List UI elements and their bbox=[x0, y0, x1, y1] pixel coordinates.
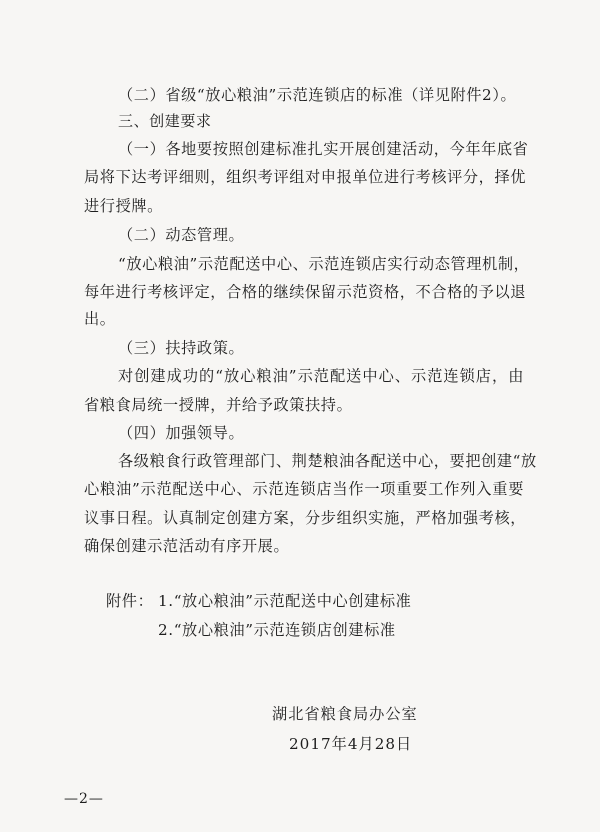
section-heading: 三、创建要求 bbox=[118, 112, 212, 130]
text-line-16: 议事日程。认真制定创建方案，分步组织实施，严格加强考核， bbox=[84, 509, 527, 527]
issue-date: 2017年4月28日 bbox=[289, 735, 413, 753]
text-line-12: 省粮食局统一授牌，并给予政策扶持。 bbox=[84, 396, 353, 414]
text-line-15: 心粮油”示范配送中心、示范连锁店当作一项重要工作列入重要 bbox=[84, 480, 524, 498]
subheading-support-policy: （三）扶持政策。 bbox=[118, 339, 245, 357]
text-line-3: （一）各地要按照创建标准扎实开展创建活动，今年年底省 bbox=[118, 140, 529, 158]
page-number: —2— bbox=[64, 791, 104, 807]
text-line-1: （二）省级“放心粮油”示范连锁店的标准（详见附件2）。 bbox=[118, 86, 517, 104]
issuing-organization: 湖北省粮食局办公室 bbox=[272, 705, 418, 723]
text-line-7: “放心粮油”示范配送中心、示范连锁店实行动态管理机制， bbox=[118, 255, 530, 273]
attachments-label: 附件： bbox=[106, 592, 154, 610]
text-line-5: 进行授牌。 bbox=[84, 197, 163, 215]
text-line-14: 各级粮食行政管理部门、荆楚粮油各配送中心，要把创建“放 bbox=[118, 452, 537, 470]
text-line-8: 每年进行考核评定，合格的继续保留示范资格，不合格的予以退 bbox=[84, 283, 527, 301]
text-line-17: 确保创建示范活动有序开展。 bbox=[84, 537, 290, 555]
subheading-dynamic-management: （二）动态管理。 bbox=[118, 226, 245, 244]
attachment-item-1: 1.“放心粮油”示范配送中心创建标准 bbox=[158, 592, 412, 610]
text-line-9: 出。 bbox=[84, 310, 116, 328]
text-line-4: 局将下达考评细则，组织考评组对申报单位进行考核评分，择优 bbox=[84, 168, 527, 186]
attachment-item-2: 2.“放心粮油”示范连锁店创建标准 bbox=[158, 621, 396, 639]
text-line-11: 对创建成功的“放心粮油”示范配送中心、示范连锁店，由 bbox=[118, 367, 524, 385]
subheading-leadership: （四）加强领导。 bbox=[118, 424, 245, 442]
